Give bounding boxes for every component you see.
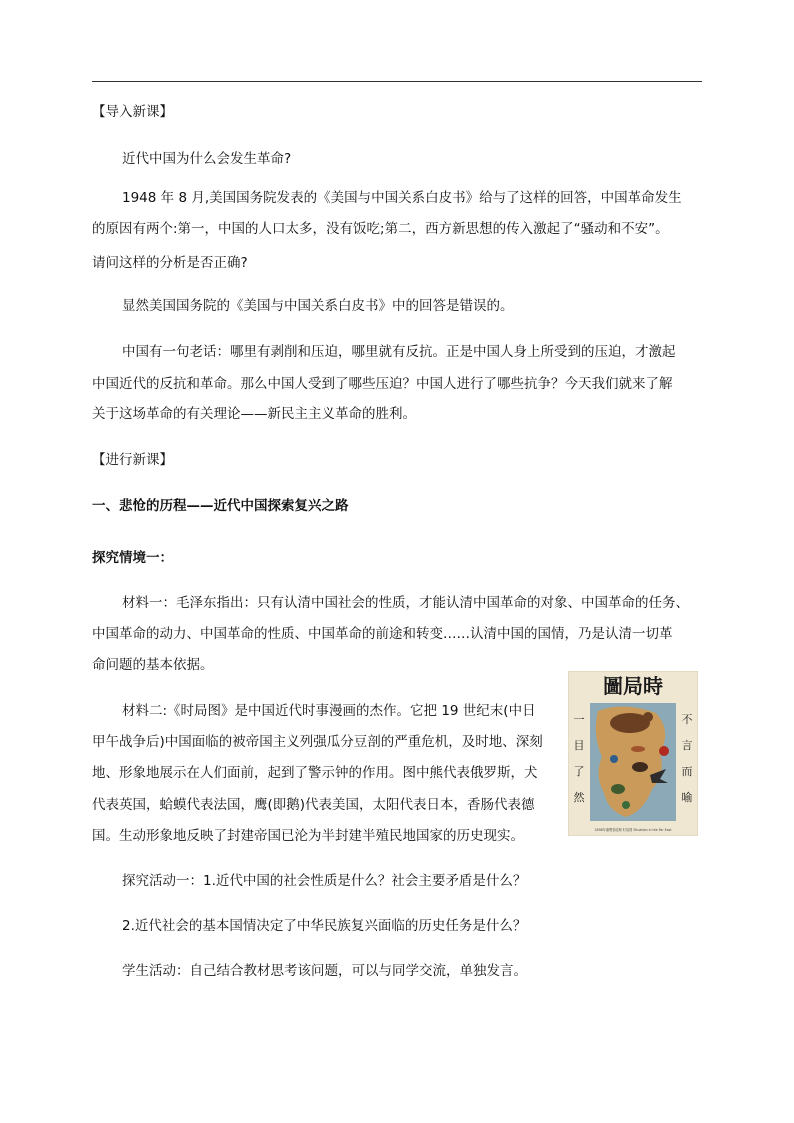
dog-figure bbox=[632, 762, 648, 772]
paragraph-line: 的原因有两个:第一，中国的人口太多，没有饭吃;第二，西方新思想的传入激起了“骚动和不安”。 bbox=[92, 221, 669, 237]
sun-figure bbox=[659, 746, 669, 756]
left-slogan-char: 一 bbox=[573, 713, 585, 726]
material-one-line: 中国革命的动力、中国革命的性质、中国革命的前途和转变……认清中国的国情，乃是认清一切革 bbox=[92, 626, 673, 642]
question-line: 近代中国为什么会发生革命? bbox=[122, 151, 292, 167]
right-slogan-char: 而 bbox=[681, 765, 693, 778]
material-one-line: 材料一：毛泽东指出：只有认清中国社会的性质，才能认清中国革命的对象、中国革命的任务、 bbox=[122, 595, 689, 611]
poster-caption: 1898年谢缵泰绘制 时局图 Situation in the Far East bbox=[594, 828, 672, 832]
poster-title: 圖局時 bbox=[603, 674, 663, 698]
right-slogan-char: 喻 bbox=[681, 791, 693, 804]
paragraph-line: 中国近代的反抗和革命。那么中国人受到了哪些压迫？中国人进行了哪些抗争？今天我们就来了解 bbox=[92, 376, 673, 392]
material-two-line: 代表英国，蛤蟆代表法国，鹰(即鹅)代表美国，太阳代表日本，香肠代表德 bbox=[92, 797, 535, 813]
sausage-figure bbox=[631, 746, 645, 752]
student-activity-line: 学生活动：自己结合教材思考该问题，可以与同学交流，单独发言。 bbox=[122, 963, 527, 979]
material-two-line: 甲午战争后)中国面临的被帝国主义列强瓜分豆剖的严重危机，及时地、深刻 bbox=[92, 734, 543, 750]
material-two-line: 国。生动形象地反映了封建帝国已沦为半封建半殖民地国家的历史现实。 bbox=[92, 828, 524, 844]
left-slogan-char: 然 bbox=[573, 791, 585, 804]
toad-figure bbox=[611, 784, 625, 794]
material-two-line: 材料二:《时局图》是中国近代时事漫画的杰作。它把 19 世纪末(中日 bbox=[122, 703, 536, 719]
paragraph-line: 关于这场革命的有关理论——新民主主义革命的胜利。 bbox=[92, 406, 416, 422]
left-slogan-char: 了 bbox=[573, 765, 585, 778]
material-two-line: 地、形象地展示在人们面前，起到了警示钟的作用。图中熊代表俄罗斯，犬 bbox=[92, 765, 538, 781]
material-one-line: 命问题的基本依据。 bbox=[92, 657, 214, 673]
section-heading-new: 【进行新课】 bbox=[92, 452, 173, 468]
paragraph-line: 显然美国国务院的《美国与中国关系白皮书》中的回答是错误的。 bbox=[122, 298, 514, 314]
section-heading-intro: 【导入新课】 bbox=[92, 104, 173, 120]
right-slogan-char: 言 bbox=[681, 739, 693, 752]
activity-line: 探究活动一：1.近代中国的社会性质是什么？社会主要矛盾是什么？ bbox=[122, 873, 527, 889]
paragraph-line: 1948 年 8 月,美国国务院发表的《美国与中国关系白皮书》给与了这样的回答，中国革命发生 bbox=[122, 190, 682, 206]
paragraph-line: 请问这样的分析是否正确? bbox=[92, 255, 248, 271]
situation-map-image bbox=[568, 671, 698, 836]
activity-line: 2.近代社会的基本国情决定了中华民族复兴面临的历史任务是什么？ bbox=[122, 918, 527, 934]
scenario-heading: 探究情境一： bbox=[92, 550, 173, 566]
right-slogan-char: 不 bbox=[681, 713, 693, 726]
subsection-heading: 一、悲怆的历程——近代中国探索复兴之路 bbox=[92, 498, 349, 514]
header-rule bbox=[92, 81, 702, 82]
paragraph-line: 中国有一句老话：哪里有剥削和压迫，哪里就有反抗。正是中国人身上所受到的压迫，才激起 bbox=[122, 344, 676, 360]
left-slogan-char: 目 bbox=[573, 739, 585, 752]
